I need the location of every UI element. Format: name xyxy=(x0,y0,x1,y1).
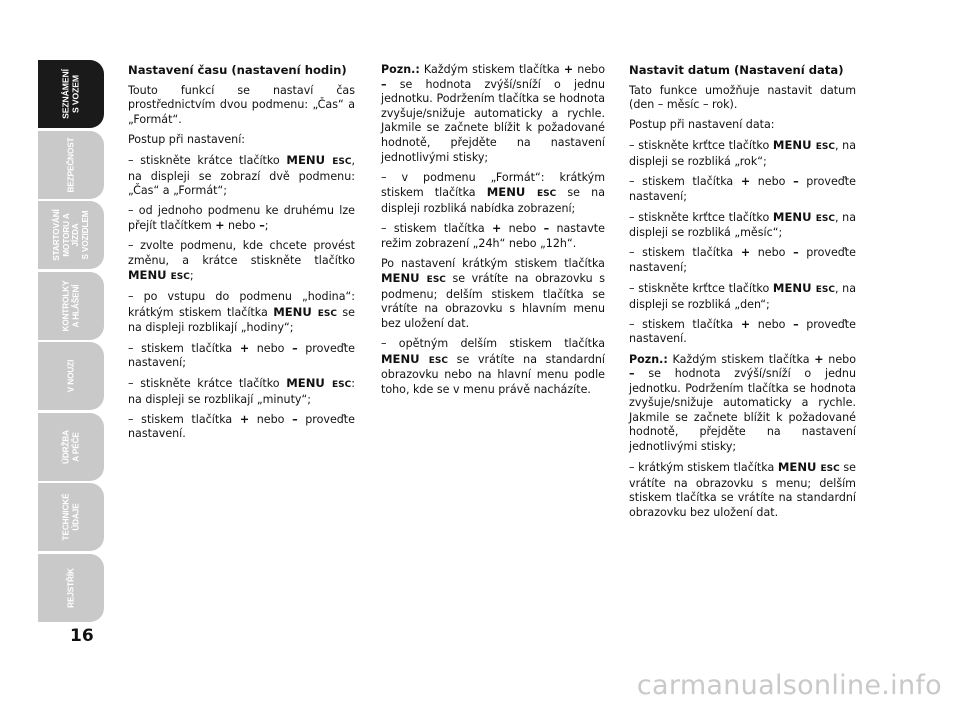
minus-key-label: – xyxy=(793,175,799,189)
paragraph: – od jednoho podmenu ke druhému lze přejít tlačítkem + nebo –; xyxy=(128,204,355,232)
paragraph: – krátkým stiskem tlačítka MENU ESC se vrátíte na obrazovku s menu; delším stiskem tlačítka se vrátíte na standardní obrazovku bez uložení dat. xyxy=(629,460,856,519)
plus-key-label: + xyxy=(239,412,250,426)
column-date-setting xyxy=(629,63,856,526)
chapter-tab-label: KONTROLKY A HLÁŠENÍ xyxy=(61,280,80,331)
menu-esc-key-label: MENU ESC xyxy=(273,304,337,319)
minus-key-label: – xyxy=(629,367,635,381)
paragraph: Po nastavení krátkým stiskem tlačítka MENU ESC se vrátíte na obrazovku s podmenu; delším stiskem tlačítka se vrátíte na obrazovku s hlavním menu bez uložení dat. xyxy=(381,256,605,330)
chapter-tab-label: STARTOVÁNÍ MOTORU A JÍZDA S VOZIDLEM xyxy=(52,209,90,261)
chapter-tab-3[interactable] xyxy=(38,201,104,269)
plus-key-label: + xyxy=(491,221,502,235)
paragraph: – stiskněte krátce tlačítko MENU ESC: na displeji se rozblikají „minuty“; xyxy=(128,376,355,406)
plus-key-label: + xyxy=(740,175,751,189)
chapter-tab-2[interactable] xyxy=(38,131,104,199)
column-time-format xyxy=(381,63,605,403)
chapter-tab-4[interactable] xyxy=(38,272,104,340)
minus-key-label: – xyxy=(793,317,799,331)
paragraph: – opětným delším stiskem tlačítka MENU ESC se vrátíte na standardní obrazovku nebo na hlavní menu podle toho, kde se v menu právě nacházíte. xyxy=(381,337,605,396)
paragraph: – stiskem tlačítka + nebo – proveďte nastavení; xyxy=(128,341,355,370)
plus-key-label: + xyxy=(239,341,250,355)
plus-key-label: + xyxy=(215,218,225,232)
menu-esc-key-label: MENU ESC xyxy=(381,351,449,366)
paragraph: – stiskněte krátce tlačítko MENU ESC, na displeji se zobrazí dvě podmenu: „Čas“ a „Formát“; xyxy=(128,152,355,198)
paragraph: – stiskem tlačítka + nebo – proveďte nastavení. xyxy=(629,317,856,346)
minus-key-label: – xyxy=(292,341,298,355)
paragraph: – po vstupu do podmenu „hodina“: krátkým stiskem tlačítka MENU ESC se na displeji rozblikají „hodiny“; xyxy=(128,290,355,335)
section-heading-time: Nastavení času (nastavení hodin) xyxy=(128,63,347,77)
minus-key-label: – xyxy=(793,246,799,260)
paragraph: – stiskem tlačítka + nebo – proveďte nastavení; xyxy=(629,175,856,203)
chapter-tab-label: ÚDRŽBA A PÉČE xyxy=(61,429,80,464)
chapter-tab-1[interactable] xyxy=(38,60,104,128)
chapter-tab-6[interactable] xyxy=(38,413,104,481)
menu-esc-key-label: MENU ESC xyxy=(286,376,352,391)
plus-key-label: + xyxy=(740,246,751,260)
paragraph: – v podmenu „Formát“: krátkým stiskem tlačítka MENU ESC se na displeji rozbliká nabídka zobrazení; xyxy=(381,170,605,215)
menu-esc-key-label: MENU ESC xyxy=(772,138,835,153)
menu-esc-key-label: MENU ESC xyxy=(772,209,835,224)
chapter-tab-label: REJSTŘÍK xyxy=(66,567,76,608)
paragraph: – stiskněte krťtce tlačítko MENU ESC, na displeji se rozbliká „měsíc“; xyxy=(629,209,856,240)
minus-key-label: – xyxy=(381,77,387,91)
paragraph: Tato funkce umožňuje nastavit datum (den – měsíc – rok). xyxy=(629,83,856,112)
paragraph: Postup při nastavení: xyxy=(128,132,246,146)
paragraph: – stiskem tlačítka + nebo – nastavte režim zobrazení „24h“ nebo „12h“. xyxy=(381,221,605,250)
menu-esc-key-label: MENU ESC xyxy=(128,268,190,283)
plus-key-label: + xyxy=(563,63,574,76)
menu-esc-key-label: MENU ESC xyxy=(486,185,557,200)
note-label: Pozn.: xyxy=(381,63,420,76)
chapter-tab-8[interactable] xyxy=(38,554,104,622)
menu-esc-key-label: MENU ESC xyxy=(772,281,835,296)
paragraph: – stiskem tlačítka + nebo – proveďte nastavení; xyxy=(629,246,856,275)
paragraph: Touto funkcí se nastaví čas prostřednictvím dvou podmenu: „Čas“ a „Formát“. xyxy=(128,83,355,126)
chapter-tab-label: BEZPEČNOST xyxy=(66,137,76,192)
note-label: Pozn.: xyxy=(629,352,668,366)
plus-key-label: + xyxy=(740,317,751,331)
chapter-tab-7[interactable] xyxy=(38,483,104,551)
paragraph: Pozn.: Každým stiskem tlačítka + nebo – se hodnota zvýší/sníží o jednu jednotku. Podržením tlačítka se hodnota zvyšuje/snižuje automaticky a rychle. Jakmile se začnete blížit k požadované hodnotě, přejděte na nastavení jednotlivými stisky; xyxy=(629,352,856,454)
chapter-tabs xyxy=(38,60,104,624)
menu-esc-key-label: MENU ESC xyxy=(777,460,840,475)
paragraph: – stiskněte krťtce tlačítko MENU ESC, na displeji se rozbliká „rok“; xyxy=(629,138,856,168)
chapter-tab-label: SEZNÁMENÍ S VOZEM xyxy=(60,69,80,119)
paragraph: – stiskem tlačítka + nebo – proveďte nastavení. xyxy=(128,412,355,441)
plus-key-label: + xyxy=(814,352,824,366)
column-time-setting xyxy=(128,63,355,448)
minus-key-label: – xyxy=(259,218,265,232)
menu-esc-key-label: MENU ESC xyxy=(381,271,446,286)
chapter-tab-5[interactable] xyxy=(38,342,104,410)
paragraph: – stiskněte krťtce tlačítko MENU ESC, na displeji se rozbliká „den“; xyxy=(629,281,856,311)
section-heading-date: Nastavit datum (Nastavení data) xyxy=(629,63,844,77)
chapter-tab-label: TECHNICKÉ ÚDAJE xyxy=(61,493,80,541)
page-number: 16 xyxy=(70,626,94,646)
minus-key-label: – xyxy=(543,221,550,235)
paragraph: Pozn.: Každým stiskem tlačítka + nebo – se hodnota zvýší/sníží o jednu jednotku. Podržením tlačítka se hodnota zvyšuje/snižuje automaticky a rychle. Jakmile se začnete blížit k požadované hodnotě, přejděte na nastavení jednotlivými stisky; xyxy=(381,63,605,164)
minus-key-label: – xyxy=(292,412,298,426)
watermark-text: carmanualsonline.info xyxy=(636,670,942,701)
paragraph: Postup při nastavení data: xyxy=(629,118,775,132)
paragraph: – zvolte podmenu, kde chcete provést změnu, a krátce stiskněte tlačítko MENU ESC; xyxy=(128,238,355,283)
menu-esc-key-label: MENU ESC xyxy=(286,152,352,167)
chapter-tab-label: V NOUZI xyxy=(66,359,76,393)
